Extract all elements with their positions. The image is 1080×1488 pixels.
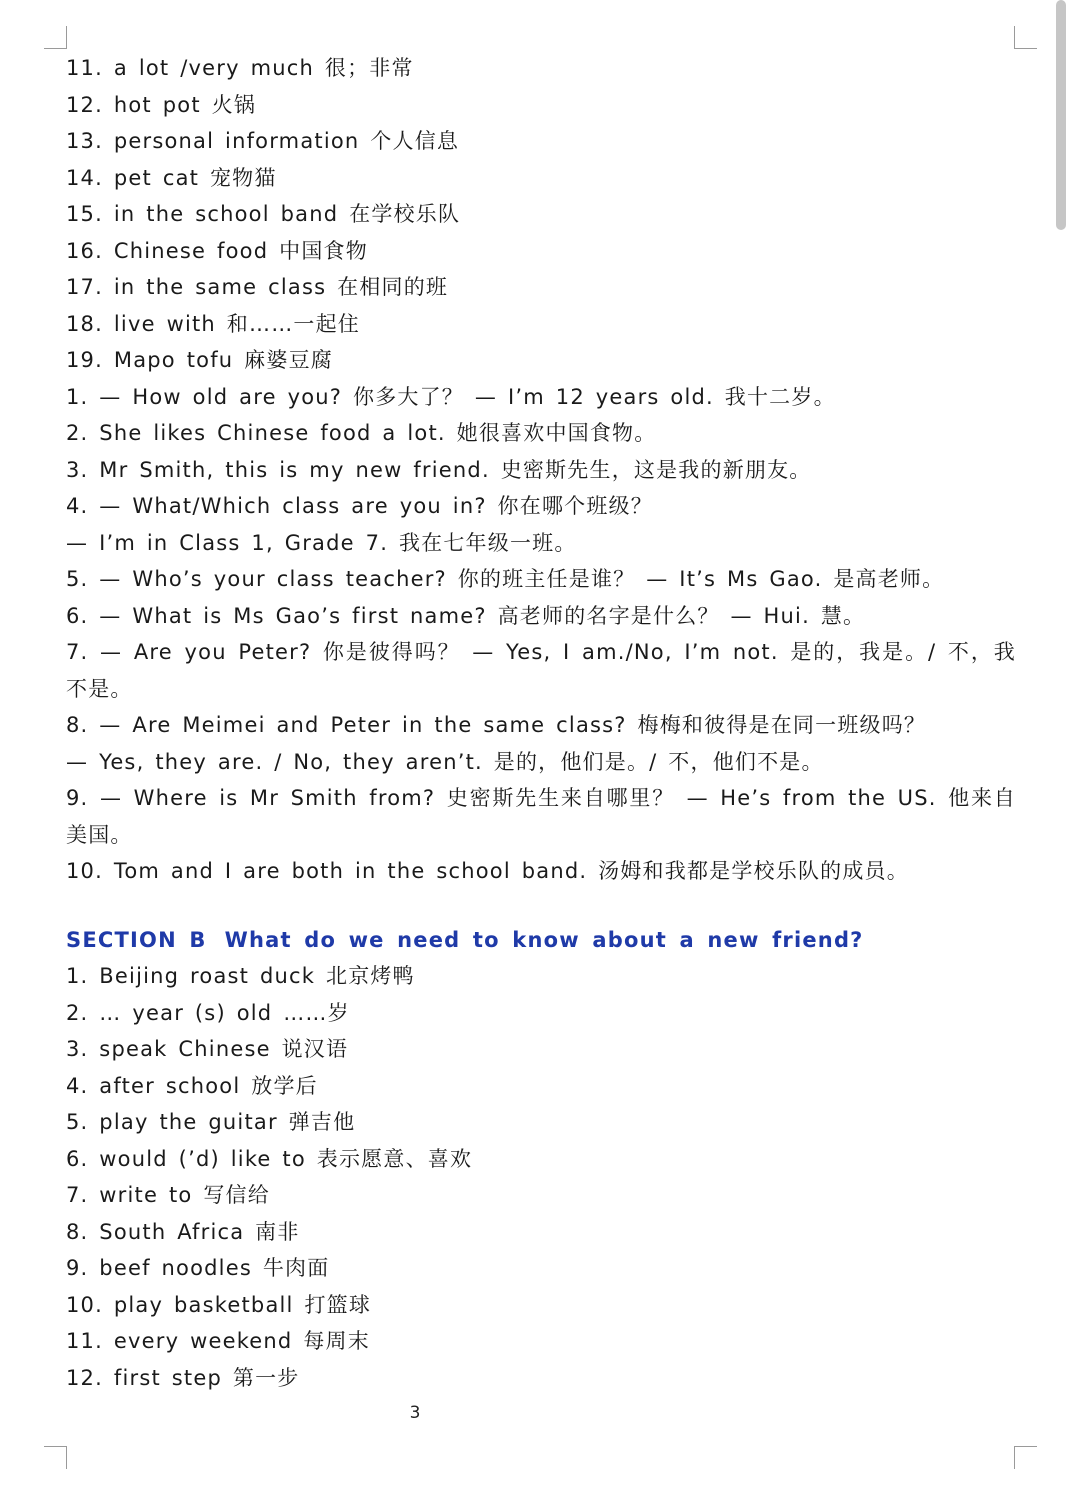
sentence-item: 1. — How old are you? 你多大了？ — I’m 12 years old. 我十二岁。 [66,384,836,409]
sentence-item: 10. Tom and I are both in the school band. 汤姆和我都是学校乐队的成员。 [66,859,909,883]
phrase-item: 19. Mapo tofu 麻婆豆腐 [66,348,333,372]
phrase-item: 11. a lot /very much 很；非常 [66,56,414,80]
sentence-item: — I’m in Class 1, Grade 7. 我在七年级一班。 [66,530,577,555]
phrase-item: 1. Beijing roast duck 北京烤鸭 [66,964,415,988]
sentence-item: 8. — Are Meimei and Peter in the same class? 梅梅和彼得是在同一班级吗？ [66,713,927,737]
sentence-item: 7. — Are you Peter? 你是彼得吗？ — Yes, I am./No, I’m not. 是的，我是。/ 不，我不是。 [66,640,1016,701]
sentence-item: 4. — What/Which class are you in? 你在哪个班级？ [66,494,653,518]
phrase-item: 3. speak Chinese 说汉语 [66,1037,349,1061]
section-label: SECTION B [66,927,207,952]
phrase-item: 2. … year (s) old ……岁 [66,1000,350,1025]
scrollbar-thumb[interactable] [1056,0,1066,230]
phrase-item: 15. in the school band 在学校乐队 [66,202,461,226]
phrase-item: 14. pet cat 宠物猫 [66,165,277,190]
crop-mark-bottom-left [44,1446,67,1469]
phrase-item: 17. in the same class 在相同的班 [66,275,449,299]
phrase-item: 16. Chinese food 中国食物 [66,238,368,263]
phrase-item: 5. play the guitar 弹吉他 [66,1110,356,1134]
section-b-heading [66,922,1016,959]
phrase-item: 13. personal information 个人信息 [66,129,460,153]
phrase-item: 10. play basketball 打篮球 [66,1292,372,1317]
phrase-item: 18. live with 和……一起住 [66,311,360,336]
phrase-item: 7. write to 写信给 [66,1183,270,1207]
page-content [66,50,1016,1396]
phrase-item: 12. hot pot 火锅 [66,92,257,117]
section-title: What do we need to know about a new friend? [224,927,864,952]
phrase-item: 4. after school 放学后 [66,1073,318,1098]
phrase-item: 9. beef noodles 牛肉面 [66,1256,330,1280]
crop-mark-top-right [1014,26,1037,49]
sentence-item: 3. Mr Smith, this is my new friend. 史密斯先生，这是我的新朋友。 [66,457,812,482]
phrase-item: 11. every weekend 每周末 [66,1329,370,1353]
page-number: 3 [409,1403,421,1423]
sentence-item: 6. — What is Ms Gao’s first name? 高老师的名字是什么？ — Hui. 慧。 [66,603,866,628]
sentence-item: 9. — Where is Mr Smith from? 史密斯先生来自哪里？ — He’s from the US. 他来自美国。 [66,786,1016,847]
sentence-item: 2. She likes Chinese food a lot. 她很喜欢中国食物。 [66,421,657,445]
section-spacer [66,890,1016,922]
crop-mark-bottom-right [1014,1446,1037,1469]
crop-mark-top-left [44,26,67,49]
phrase-item: 6. would (’d) like to 表示愿意、喜欢 [66,1146,473,1171]
phrase-item: 12. first step 第一步 [66,1365,300,1390]
phrase-item: 8. South Africa 南非 [66,1219,300,1244]
sentence-item: 5. — Who’s your class teacher? 你的班主任是谁？ — It’s Ms Gao. 是高老师。 [66,567,945,591]
sentence-item: — Yes, they are. / No, they aren’t. 是的，他们是。/ 不，他们不是。 [66,749,824,774]
